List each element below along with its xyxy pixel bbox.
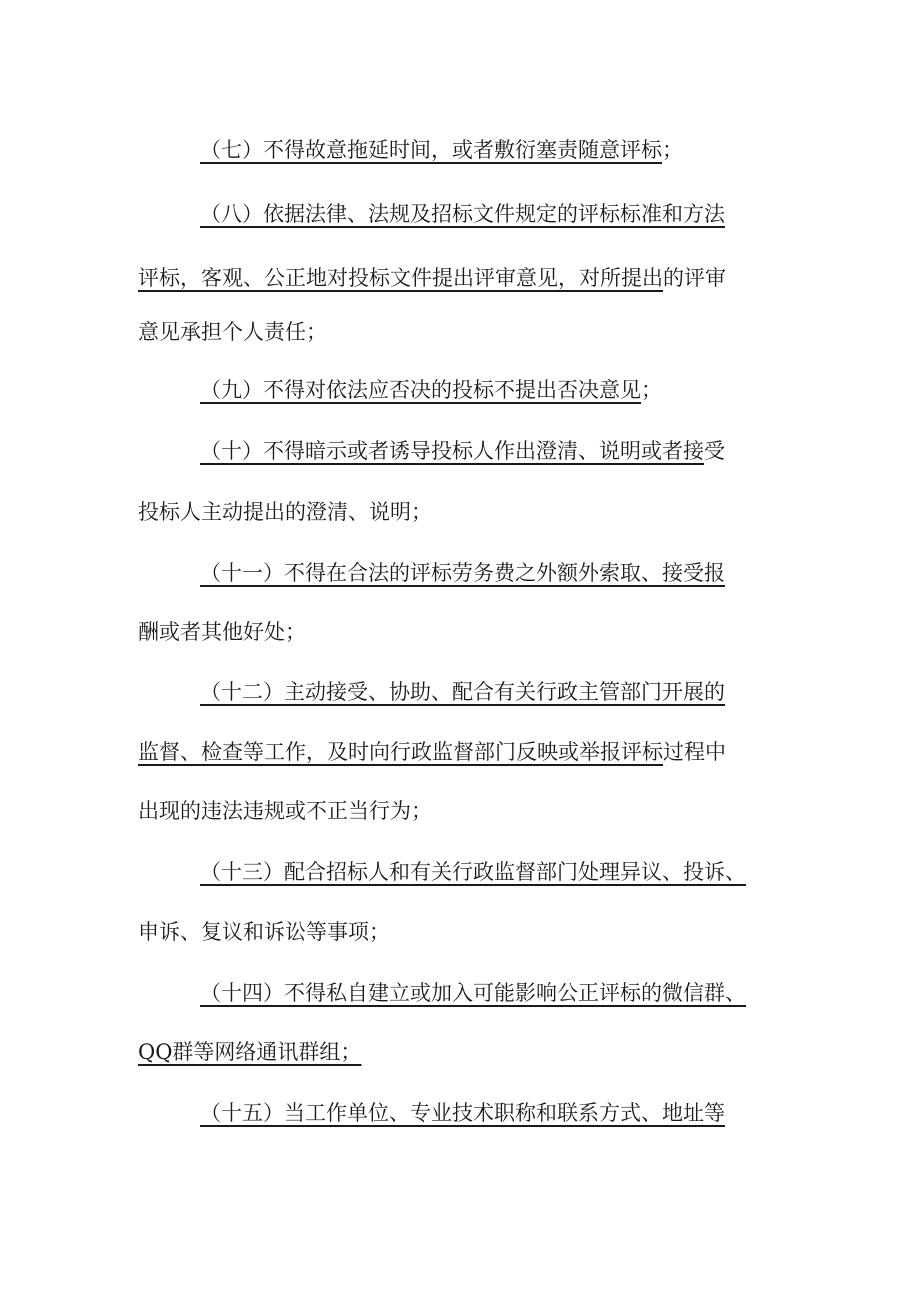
text-line: （十三）配合招标人和有关行政监督部门处理异议、投诉、 [200, 860, 746, 884]
text-line: （十一）不得在合法的评标劳务费之外额外索取、接受报 [200, 561, 725, 585]
text-line: （八）依据法律、法规及招标文件规定的评标标准和方法 [200, 202, 725, 226]
text-line: （十二）主动接受、协助、配合有关行政主管部门开展的 [200, 680, 725, 704]
text-line: （十）不得暗示或者诱导投标人作出澄清、说明或者接受 [200, 439, 725, 463]
text-line: 出现的违法违规或不正当行为； [138, 799, 432, 823]
text-line: （九）不得对依法应否决的投标不提出否决意见； [200, 378, 662, 402]
text-line: 评标，客观、公正地对投标文件提出评审意见，对所提出的评审 [138, 266, 726, 290]
text-line: （十五）当工作单位、专业技术职称和联系方式、地址等 [200, 1101, 725, 1125]
text-line: （十四）不得私自建立或加入可能影响公正评标的微信群、 [200, 981, 746, 1005]
text-line: 酬或者其他好处； [138, 620, 306, 644]
text-line: 投标人主动提出的澄清、说明； [138, 500, 432, 524]
text-line: 申诉、复议和诉讼等事项； [138, 920, 390, 944]
text-line: QQ群等网络通讯群组； [138, 1040, 362, 1064]
text-line: 监督、检查等工作，及时向行政监督部门反映或举报评标过程中 [138, 740, 726, 764]
text-line: 意见承担个人责任； [138, 320, 327, 344]
text-line: （七）不得故意拖延时间，或者敷衍塞责随意评标； [200, 138, 683, 162]
